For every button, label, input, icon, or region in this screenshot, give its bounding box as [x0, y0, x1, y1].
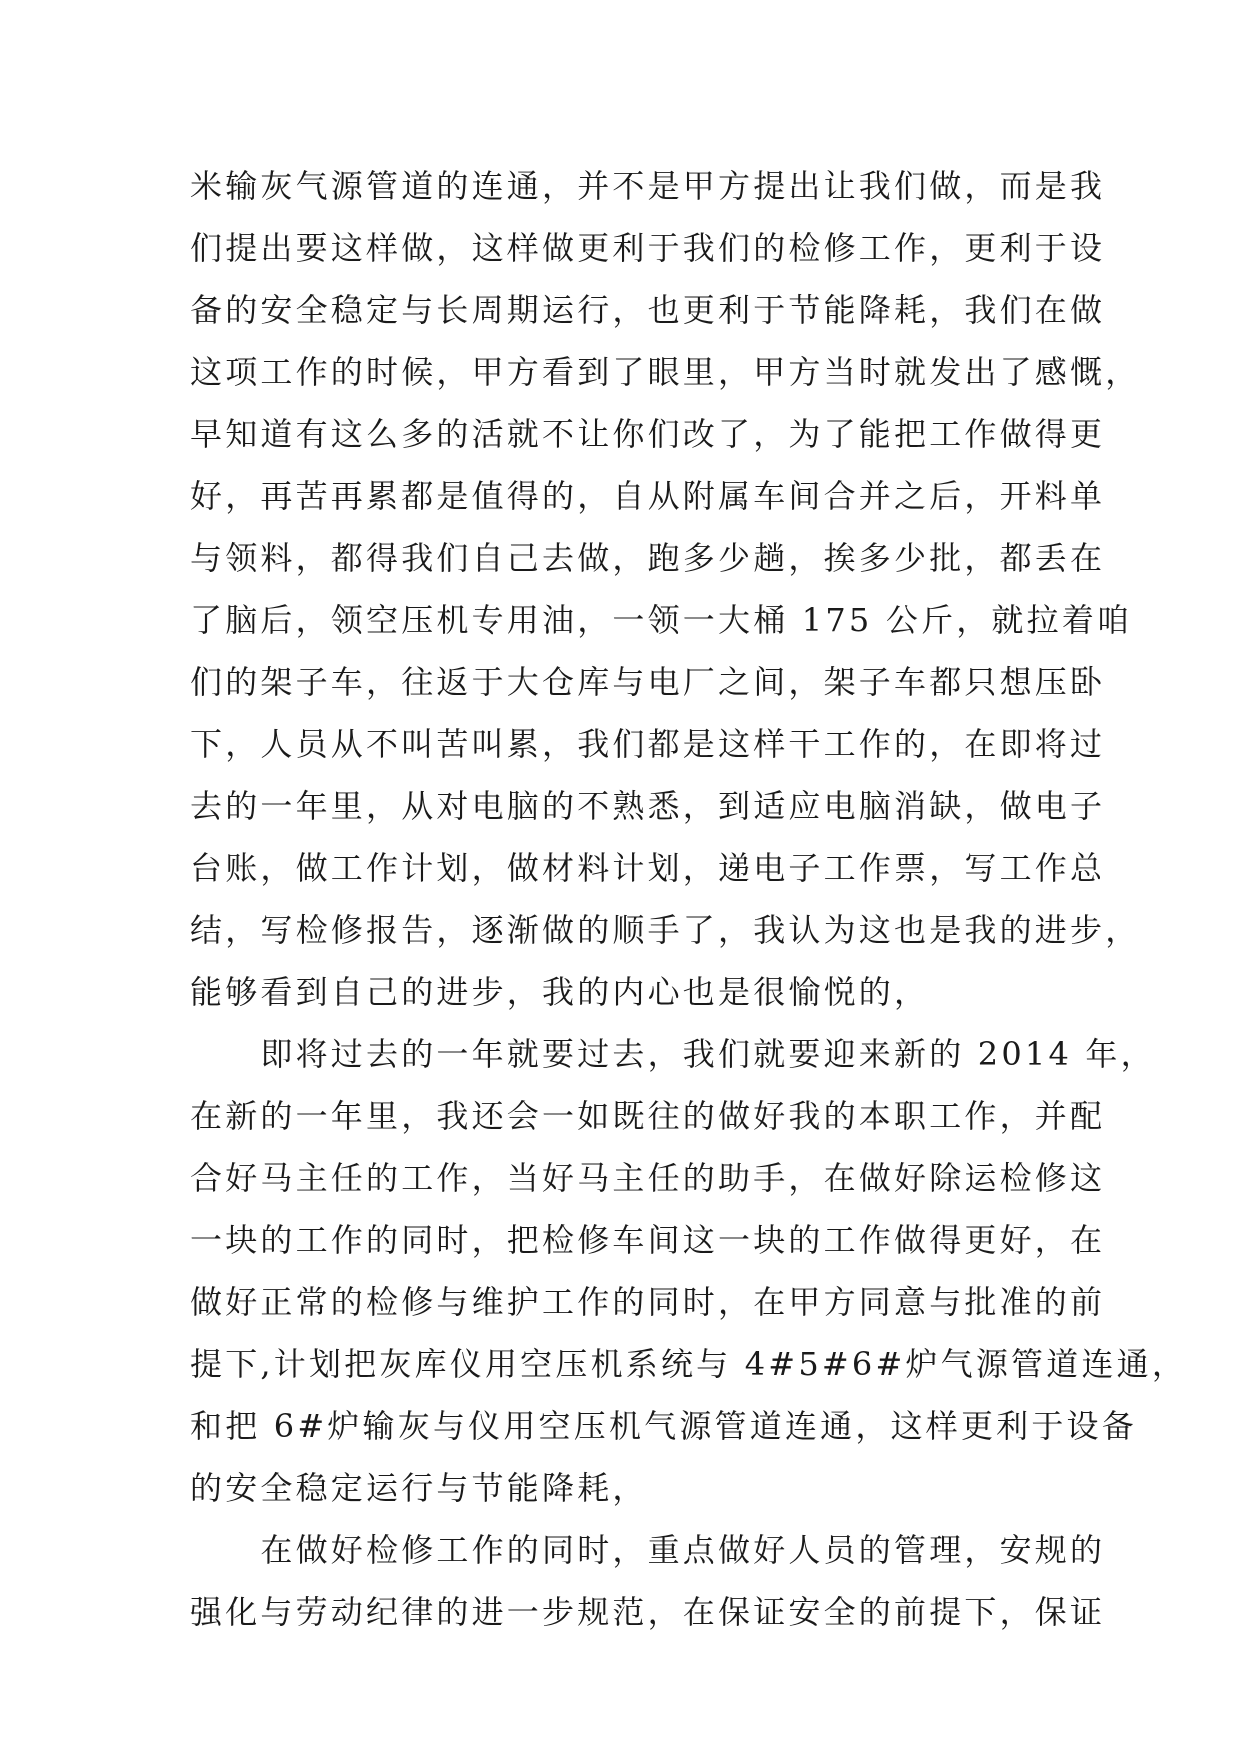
text-line: 去的一年里，从对电脑的不熟悉，到适应电脑消缺，做电子 [190, 787, 1106, 825]
text-line: 们提出要这样做，这样做更利于我们的检修工作，更利于设 [190, 229, 1106, 267]
body-text [190, 155, 1188, 1643]
text-line: 能够看到自己的进步，我的内心也是很愉悦的， [190, 973, 930, 1011]
text-line: 与领料，都得我们自己去做，跑多少趟，挨多少批，都丢在 [190, 539, 1106, 577]
text-line: 们的架子车，往返于大仓库与电厂之间，架子车都只想压卧 [190, 663, 1106, 701]
text-line: 在新的一年里，我还会一如既往的做好我的本职工作，并配 [190, 1097, 1106, 1135]
text-line: 好，再苦再累都是值得的，自从附属车间合并之后，开料单 [190, 477, 1106, 515]
text-line: 的安全稳定运行与节能降耗， [190, 1469, 648, 1507]
text-line: 提下,计划把灰库仪用空压机系统与 4#5#6#炉气源管道连通， [190, 1345, 1188, 1383]
text-line: 台账，做工作计划，做材料计划，递电子工作票，写工作总 [190, 849, 1106, 887]
text-line: 米输灰气源管道的连通，并不是甲方提出让我们做，而是我 [190, 167, 1106, 205]
text-line: 了脑后，领空压机专用油，一领一大桶 175 公斤，就拉着咱 [190, 601, 1133, 639]
text-line: 一块的工作的同时，把检修车间这一块的工作做得更好，在 [190, 1221, 1106, 1259]
text-line: 和把 6#炉输灰与仪用空压机气源管道连通，这样更利于设备 [190, 1407, 1137, 1445]
text-line: 早知道有这么多的活就不让你们改了，为了能把工作做得更 [190, 415, 1106, 453]
text-line: 结，写检修报告，逐渐做的顺手了，我认为这也是我的进步， [190, 911, 1141, 949]
text-line: 即将过去的一年就要过去，我们就要迎来新的 2014 年， [190, 1035, 1156, 1073]
text-line: 做好正常的检修与维护工作的同时，在甲方同意与批准的前 [190, 1283, 1106, 1321]
text-line: 这项工作的时候，甲方看到了眼里，甲方当时就发出了感慨， [190, 353, 1141, 391]
text-line: 强化与劳动纪律的进一步规范，在保证安全的前提下，保证 [190, 1593, 1106, 1631]
text-line: 在做好检修工作的同时，重点做好人员的管理，安规的 [190, 1531, 1106, 1569]
text-line: 备的安全稳定与长周期运行，也更利于节能降耗，我们在做 [190, 291, 1106, 329]
text-line: 下，人员从不叫苦叫累，我们都是这样干工作的，在即将过 [190, 725, 1106, 763]
text-line: 合好马主任的工作，当好马主任的助手，在做好除运检修这 [190, 1159, 1106, 1197]
